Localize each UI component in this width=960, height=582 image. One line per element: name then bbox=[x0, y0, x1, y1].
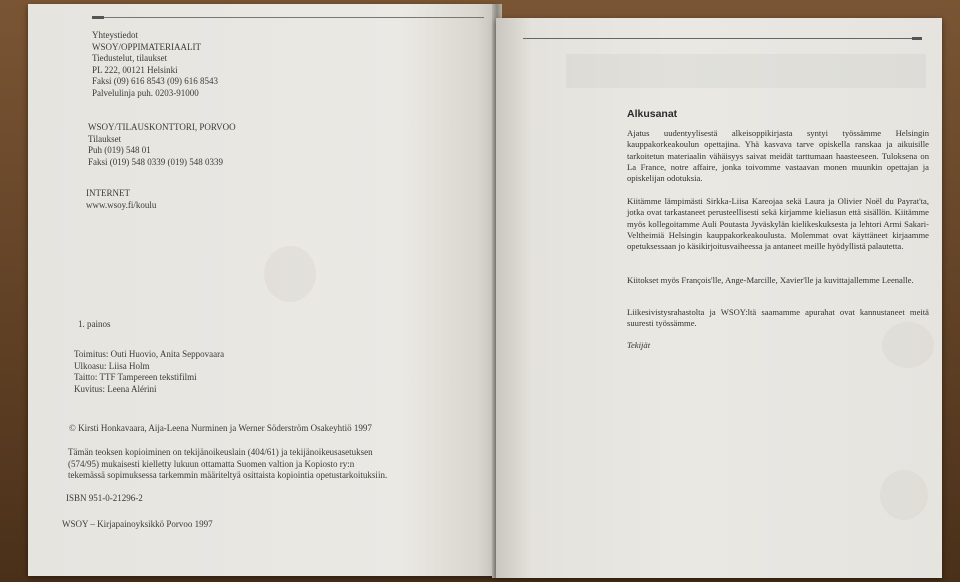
paragraph-text: Kiitämme lämpimästi Sirkka-Liisa Kareojaa sekä Laura ja Olivier Noël du Payrat'ta, jotka ovat tarkastaneet perusteellisesti sekä kirjamme kieliasun että sisällön. Kiitämme myös kollegoitamme Auli Poutasta Jyväskylän kielikeskuksesta ja lehtori Armi Sakari-Veltheimiä Helsingin kauppakorkeakoulusta. Molemmat ovat käyttäneet kirjaamme opetuksessaan jo käsikirjoitusvaiheessa ja antaneet meille hyödyllistä palautetta. bbox=[627, 196, 929, 252]
paragraph-text: Kiitokset myös François'lle, Ange-Marcille, Xavier'lle ja kuvittajallemme Leenalle. bbox=[627, 275, 914, 285]
contact-block bbox=[92, 30, 218, 100]
office-line: Faksi (019) 548 0339 (019) 548 0339 bbox=[88, 156, 223, 167]
paragraph-text: Ajatus uudentyylisestä alkeisoppikirjasta syntyi työssämme Helsingin kauppakorkeakoulun opettajina. Yhä kasvava tarve opiskella ranskaa ja aikuisille tarkoitetun materiaalin vähäisyys saivat meidät tarttumaan haasteeseen. Tuloksena on La France, notre affaire, jonka toivomme vastaavan monen muunkin opettajan ja opiskelijan odotuksia. bbox=[627, 128, 929, 184]
foreword-paragraph-1 bbox=[627, 128, 929, 184]
office-line: Tilaukset bbox=[88, 133, 122, 144]
contact-line: Tiedustelut, tilaukset bbox=[92, 53, 168, 64]
edition-note: 1. painos bbox=[78, 319, 111, 329]
contact-line: PL 222, 00121 Helsinki bbox=[92, 64, 178, 75]
foreword-paragraph-3 bbox=[627, 275, 929, 286]
foreword-paragraph-4 bbox=[627, 307, 929, 330]
foreword-signature: Tekijät bbox=[627, 340, 651, 350]
right-page-top-rule bbox=[523, 38, 913, 39]
credit-line: Toimitus: Outi Huovio, Anita Seppovaara bbox=[74, 349, 225, 359]
office-line: WSOY/TILAUSKONTTORI, PORVOO bbox=[88, 122, 236, 132]
legal-line: (574/95) mukaisesti kielletty lukuun ottamatta Suomen valtion ja Kopiosto ry:n bbox=[68, 458, 355, 469]
copyright-line: © Kirsti Honkavaara, Aija-Leena Nurminen ja Werner Söderström Osakeyhtiö 1997 bbox=[69, 423, 372, 433]
internet-block bbox=[86, 188, 156, 211]
left-page-top-rule bbox=[104, 17, 484, 18]
right-page bbox=[496, 18, 942, 578]
internet-line: www.wsoy.fi/koulu bbox=[86, 199, 157, 210]
credits-block bbox=[74, 349, 224, 395]
contact-line: Palvelulinja puh. 0203-91000 bbox=[92, 87, 199, 98]
internet-line: INTERNET bbox=[86, 188, 130, 198]
left-page-top-mark bbox=[92, 16, 104, 19]
foreword-heading: Alkusanat bbox=[627, 108, 678, 120]
office-block bbox=[88, 122, 236, 168]
credit-line: Ulkoasu: Liisa Holm bbox=[74, 360, 150, 371]
foreword-paragraph-2 bbox=[627, 196, 929, 252]
right-page-top-mark bbox=[912, 37, 922, 40]
show-through-illustration bbox=[264, 246, 316, 302]
legal-notice bbox=[68, 447, 387, 482]
show-through-box bbox=[566, 54, 926, 88]
credit-line: Kuvitus: Leena Alérini bbox=[74, 383, 157, 394]
show-through-illustration bbox=[880, 470, 928, 520]
contact-line: Faksi (09) 616 8543 (09) 616 8543 bbox=[92, 76, 218, 87]
contact-line: WSOY/OPPIMATERIAALIT bbox=[92, 41, 201, 52]
printer-line: WSOY – Kirjapainoyksikkö Porvoo 1997 bbox=[62, 519, 213, 529]
isbn: ISBN 951-0-21296-2 bbox=[66, 493, 143, 503]
contact-line: Yhteystiedot bbox=[92, 30, 138, 40]
legal-line: Tämän teoksen kopioiminen on tekijänoikeuslain (404/61) ja tekijänoikeusasetuksen bbox=[68, 447, 373, 457]
paragraph-text: Liikesivistysrahastolta ja WSOY:ltä saamamme apurahat ovat kannustaneet meitä suuresti työssämme. bbox=[627, 307, 929, 329]
credit-line: Taitto: TTF Tampereen tekstifilmi bbox=[74, 372, 197, 383]
legal-line: tekemässä sopimuksessa tarkemmin määriteltyä osittaista kopiointia opetustarkoituksiin. bbox=[68, 470, 388, 481]
office-line: Puh (019) 548 01 bbox=[88, 145, 151, 156]
